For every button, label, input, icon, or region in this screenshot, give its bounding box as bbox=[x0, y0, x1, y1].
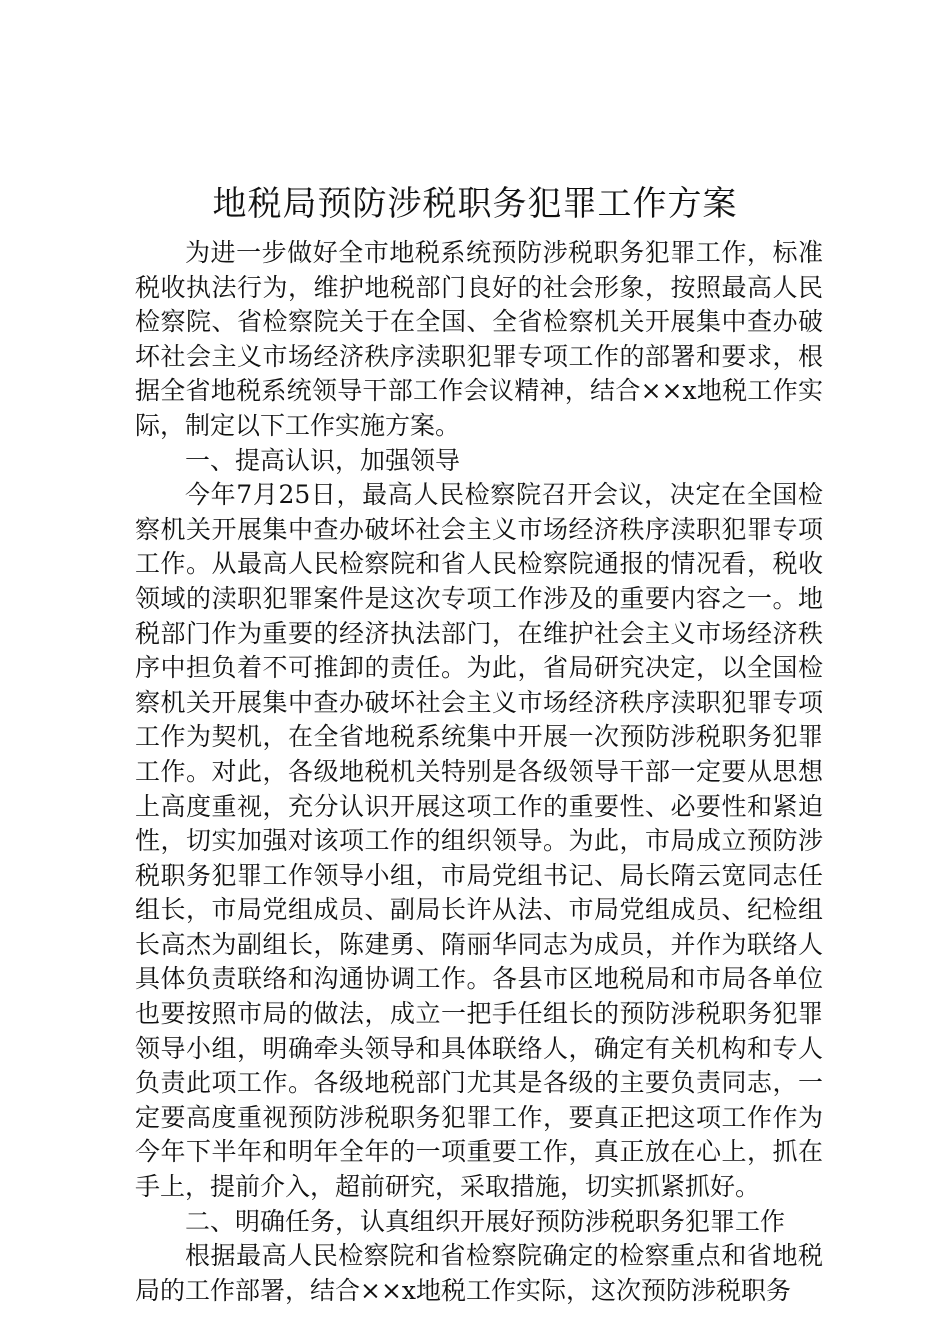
section-heading-2: 二、明确任务，认真组织开展好预防涉税职务犯罪工作 bbox=[185, 1206, 786, 1236]
paragraph-intro: 为进一步做好全市地税系统预防涉税职务犯罪工作，标准税收执法行为，维护地税部门良好的社会形象，按照最高人民检察院、省检察院关于在全国、全省检察机关开展集中查办破坏社会主义市场经济秩序渎职犯罪专项工作的部署和要求，根据全省地税系统领导干部工作会议精神，结合××x地税工作实际，制定以下工作实施方案。 bbox=[135, 238, 823, 440]
document-body bbox=[135, 236, 823, 1308]
paragraph-section-2: 根据最高人民检察院和省检察院确定的检察重点和省地税局的工作部署，结合××x地税工作实际，这次预防涉税职务 bbox=[135, 1241, 823, 1305]
document-title: 地税局预防涉税职务犯罪工作方案 bbox=[212, 184, 738, 224]
paragraph-section-1: 今年7月25日，最高人民检察院召开会议，决定在全国检察机关开展集中查办破坏社会主义市场经济秩序渎职犯罪专项工作。从最高人民检察院和省人民检察院通报的情况看，税收领域的渎职犯罪案件是这次专项工作涉及的重要内容之一。地税部门作为重要的经济执法部门，在维护社会主义市场经济秩序中担负着不可推卸的责任。为此，省局研究决定，以全国检察机关开展集中查办破坏社会主义市场经济秩序渎职犯罪专项工作为契机，在全省地税系统集中开展一次预防涉税职务犯罪工作。对此，各级地税机关特别是各级领导干部一定要从思想上高度重视，充分认识开展这项工作的重要性、必要性和紧迫性，切实加强对该项工作的组织领导。为此，市局成立预防涉税职务犯罪工作领导小组，市局党组书记、局长隋云宽同志任组长，市局党组成员、副局长许从法、市局党组成员、纪检组长高杰为副组长，陈建勇、隋丽华同志为成员，并作为联络人具体负责联络和沟通协调工作。各县市区地税局和市局各单位也要按照市局的做法，成立一把手任组长的预防涉税职务犯罪领导小组，明确牵头领导和具体联络人，确定有关机构和专人负责此项工作。各级地税部门尤其是各级的主要负责同志，一定要高度重视预防涉税职务犯罪工作，要真正把这项工作作为今年下半年和明年全年的一项重要工作，真正放在心上，抓在手上，提前介入，超前研究，采取措施，切实抓紧抓好。 bbox=[135, 480, 823, 1202]
section-heading-1: 一、提高认识，加强领导 bbox=[185, 445, 461, 475]
